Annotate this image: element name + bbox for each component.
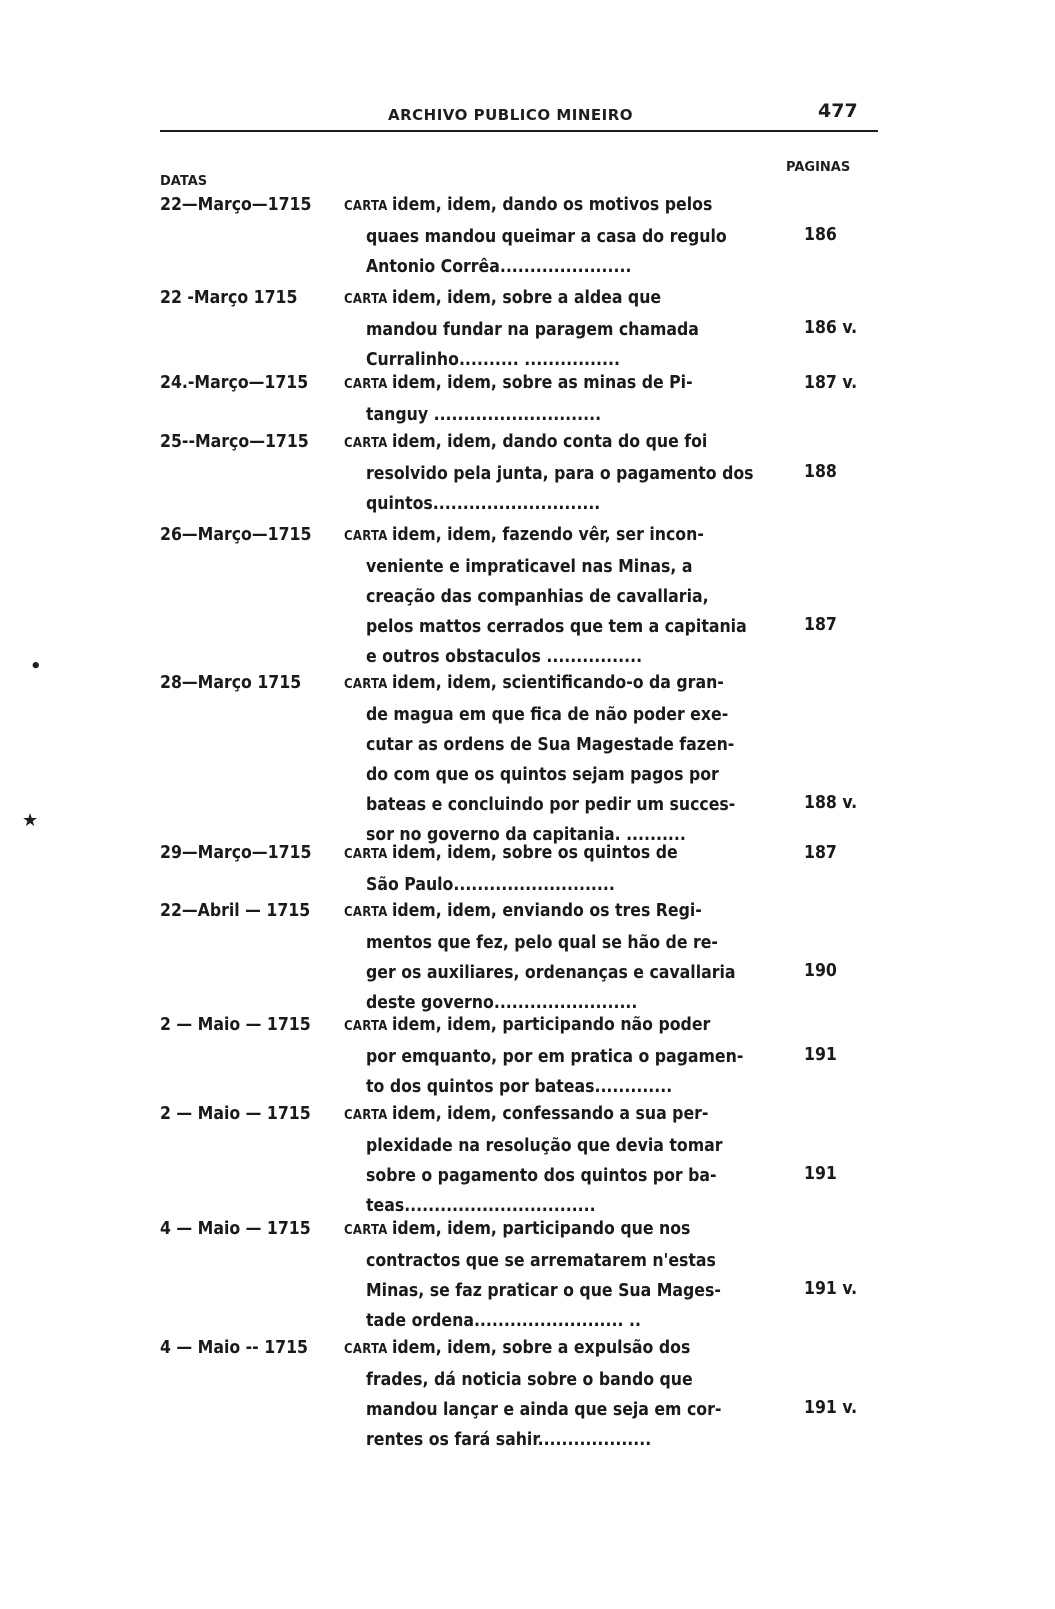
entry-line: bateas e concluindo por pedir um succes- (366, 795, 736, 815)
entry-keyword: CARTA (344, 847, 392, 862)
entry-line: rentes os fará sahir................... (366, 1430, 652, 1450)
page-header (160, 100, 880, 140)
entry-line: Minas, se faz praticar o que Sua Mages- (366, 1281, 721, 1301)
entry-page-ref: 188 v. (804, 793, 858, 813)
page-number: 477 (818, 100, 858, 122)
entry-line: resolvido pela junta, para o pagamento dos (366, 464, 754, 484)
entry-line: tade ordena......................... .. (366, 1311, 641, 1331)
entry-date: 24.-Março—1715 (160, 373, 309, 393)
running-title: ARCHIVO PUBLICO MINEIRO (388, 106, 634, 124)
entry-keyword: CARTA (344, 292, 392, 307)
entry-page-ref: 191 v. (804, 1398, 858, 1418)
dates-column-label: DATAS (160, 174, 208, 189)
entry-line: pelos mattos cerrados que tem a capitania (366, 617, 747, 637)
entry-line: plexidade na resolução que devia tomar (366, 1136, 723, 1156)
entry-date: 22 -Março 1715 (160, 288, 298, 308)
entry-line: CARTA idem, idem, sobre a aldea que (344, 288, 662, 308)
entry-line: quaes mandou queimar a casa do regulo (366, 227, 727, 247)
entry-line: CARTA idem, idem, sobre os quintos de (344, 843, 678, 863)
entry-keyword: CARTA (344, 1223, 392, 1238)
entry-page-ref: 187 (804, 843, 837, 863)
entry-line: CARTA idem, idem, scientificando-o da gran- (344, 673, 724, 693)
entry-description (344, 1214, 754, 1336)
entry-line: sor no governo da capitania. .......... (366, 825, 686, 845)
entry-line: teas................................ (366, 1196, 596, 1216)
entry-line: ger os auxiliares, ordenanças e cavallaria (366, 963, 736, 983)
entry-line: e outros obstaculos ................ (366, 647, 643, 667)
pages-column-label: PAGINAS (786, 160, 851, 175)
entry-page-ref: 187 v. (804, 373, 858, 393)
entry-date: 22—Março—1715 (160, 195, 312, 215)
entry-description (344, 1333, 754, 1455)
entry-description (344, 1099, 754, 1221)
entry-keyword: CARTA (344, 199, 392, 214)
entry-keyword: CARTA (344, 377, 392, 392)
entry-line: CARTA idem, idem, dando os motivos pelos (344, 195, 713, 215)
entry-line: CARTA idem, idem, sobre as minas de Pi- (344, 373, 693, 393)
entry-page-ref: 186 v. (804, 318, 858, 338)
entry-date: 25--Março—1715 (160, 432, 309, 452)
entry-description (344, 896, 754, 1018)
entry-line: Antonio Corrêa...................... (366, 257, 632, 277)
entry-description (344, 838, 754, 900)
entry-line: CARTA idem, idem, sobre a expulsão dos (344, 1338, 691, 1358)
entry-line: do com que os quintos sejam pagos por (366, 765, 719, 785)
entry-line: tanguy ............................ (366, 405, 602, 425)
entry-line: frades, dá noticia sobre o bando que (366, 1370, 693, 1390)
entry-line: por emquanto, por em pratica o pagamen- (366, 1047, 744, 1067)
entry-keyword: CARTA (344, 436, 392, 451)
entry-date: 2 — Maio — 1715 (160, 1015, 311, 1035)
entry-page-ref: 191 v. (804, 1279, 858, 1299)
entry-date: 26—Março—1715 (160, 525, 312, 545)
entry-keyword: CARTA (344, 677, 392, 692)
entry-description (344, 283, 754, 375)
entry-page-ref: 187 (804, 615, 837, 635)
entry-page-ref: 191 (804, 1045, 837, 1065)
entry-line: CARTA idem, idem, participando não poder (344, 1015, 711, 1035)
entry-description (344, 520, 754, 672)
entry-line: deste governo........................ (366, 993, 638, 1013)
entry-line: CARTA idem, idem, dando conta do que foi (344, 432, 708, 452)
entry-line: CARTA idem, idem, enviando os tres Regi- (344, 901, 702, 921)
entry-keyword: CARTA (344, 905, 392, 920)
entry-description (344, 368, 754, 430)
entry-line: CARTA idem, idem, confessando a sua per- (344, 1104, 709, 1124)
entry-date: 4 — Maio — 1715 (160, 1219, 311, 1239)
entry-line: sobre o pagamento dos quintos por ba- (366, 1166, 717, 1186)
entry-keyword: CARTA (344, 1108, 392, 1123)
entry-line: de magua em que fica de não poder exe- (366, 705, 729, 725)
entry-line: mandou lançar e ainda que seja em cor- (366, 1400, 722, 1420)
margin-mark: • (30, 656, 42, 677)
entry-line: mandou fundar na paragem chamada (366, 320, 699, 340)
entry-description (344, 190, 754, 282)
entry-line: creação das companhias de cavallaria, (366, 587, 709, 607)
entry-line: São Paulo........................... (366, 875, 615, 895)
entry-date: 22—Abril — 1715 (160, 901, 311, 921)
entry-description (344, 427, 754, 519)
entry-description (344, 1010, 754, 1102)
entry-line: quintos............................ (366, 494, 601, 514)
entry-keyword: CARTA (344, 1342, 392, 1357)
entry-line: to dos quintos por bateas............. (366, 1077, 673, 1097)
entry-keyword: CARTA (344, 529, 392, 544)
entry-line: mentos que fez, pelo qual se hão de re- (366, 933, 718, 953)
entry-description (344, 668, 754, 850)
entry-page-ref: 190 (804, 961, 837, 981)
entry-keyword: CARTA (344, 1019, 392, 1034)
entry-page-ref: 186 (804, 225, 837, 245)
entry-page-ref: 191 (804, 1164, 837, 1184)
entry-date: 29—Março—1715 (160, 843, 312, 863)
entry-page-ref: 188 (804, 462, 837, 482)
entry-line: CARTA idem, idem, fazendo vêr, ser incon- (344, 525, 704, 545)
entry-line: Curralinho.......... ................ (366, 350, 620, 370)
entry-date: 28—Março 1715 (160, 673, 302, 693)
entry-line: contractos que se arrematarem n'estas (366, 1251, 716, 1271)
entry-date: 2 — Maio — 1715 (160, 1104, 311, 1124)
margin-mark: ★ (22, 810, 39, 831)
entry-line: CARTA idem, idem, participando que nos (344, 1219, 691, 1239)
entry-date: 4 — Maio -- 1715 (160, 1338, 309, 1358)
header-rule (160, 130, 878, 132)
entry-line: cutar as ordens de Sua Magestade fazen- (366, 735, 735, 755)
entry-line: veniente e impraticavel nas Minas, a (366, 557, 693, 577)
